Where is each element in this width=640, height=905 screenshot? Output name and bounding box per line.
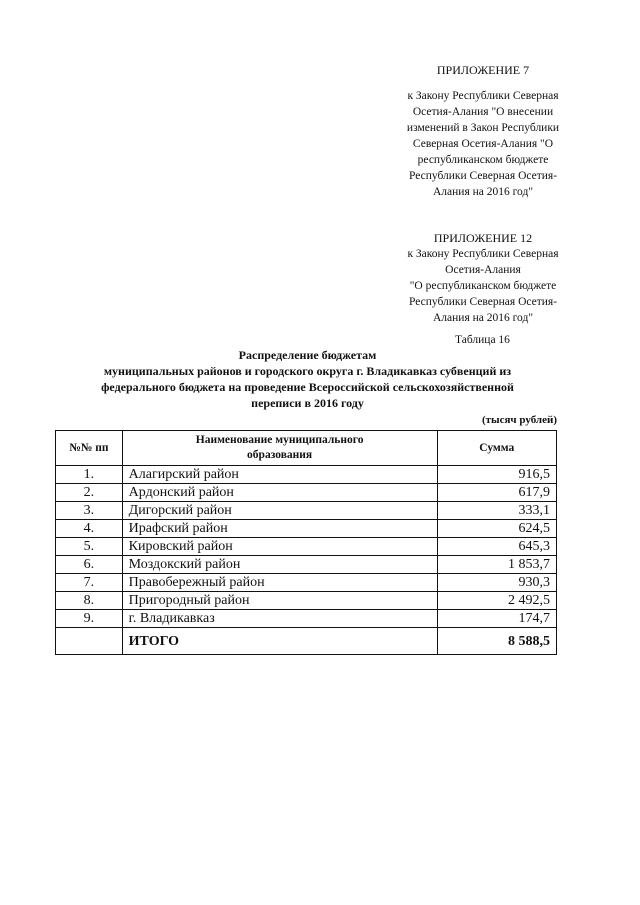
row-num: 9.: [56, 610, 123, 628]
document-heading: [60, 347, 555, 411]
row-sum: 617,9: [437, 484, 556, 502]
row-sum: 1 853,7: [437, 556, 556, 574]
appendix-7-line: Осетия-Алания "О внесении: [412, 106, 554, 118]
subsidy-table: [55, 430, 557, 655]
row-name: Правобережный район: [122, 574, 437, 592]
row-sum: 624,5: [437, 520, 556, 538]
table-row: [56, 538, 557, 556]
appendix-7-title: ПРИЛОЖЕНИЕ 7: [436, 63, 530, 77]
appendix-12-line: Республики Северная Осетия-: [408, 296, 558, 308]
table-row: [56, 610, 557, 628]
total-row: [56, 628, 557, 655]
total-sum: 8 588,5: [437, 628, 556, 655]
appendix-7-block: [388, 62, 578, 200]
header-num: №№ пп: [56, 431, 123, 466]
appendix-7-line: Северная Осетия-Алания "О: [412, 138, 554, 150]
row-name: Пригородный район: [122, 592, 437, 610]
header-sum: Сумма: [437, 431, 556, 466]
appendix-12-line: Осетия-Алания: [445, 264, 521, 276]
row-name: Кировский район: [122, 538, 437, 556]
row-num: 6.: [56, 556, 123, 574]
row-num: 2.: [56, 484, 123, 502]
row-num: 5.: [56, 538, 123, 556]
header-name-line: Наименование муниципального: [195, 434, 364, 446]
appendix-12-title: ПРИЛОЖЕНИЕ 12: [433, 231, 533, 245]
appendix-12-line: к Закону Республики Северная: [407, 248, 559, 260]
appendix-7-line: Алания на 2016 год": [432, 186, 534, 198]
appendix-7-line: изменений в Закон Республики: [406, 122, 560, 134]
appendix-12-line: Алания на 2016 год": [432, 312, 534, 324]
units-label: (тысяч рублей): [481, 414, 557, 426]
total-label: ИТОГО: [122, 628, 437, 655]
row-num: 8.: [56, 592, 123, 610]
row-num: 3.: [56, 502, 123, 520]
table-row: [56, 592, 557, 610]
appendix-7-line: Республики Северная Осетия-: [408, 170, 558, 182]
row-name: Дигорский район: [122, 502, 437, 520]
row-num: 1.: [56, 466, 123, 484]
table-row: [56, 466, 557, 484]
row-sum: 916,5: [437, 466, 556, 484]
table-header-row: [56, 431, 557, 466]
row-sum: 645,3: [437, 538, 556, 556]
row-num: 7.: [56, 574, 123, 592]
header-name: [122, 431, 437, 466]
row-sum: 333,1: [437, 502, 556, 520]
table-label: Таблица 16: [455, 334, 510, 346]
table-row: [56, 574, 557, 592]
table-row: [56, 484, 557, 502]
row-name: Ирафский район: [122, 520, 437, 538]
table-row: [56, 502, 557, 520]
row-sum: 930,3: [437, 574, 556, 592]
row-name: Алагирский район: [122, 466, 437, 484]
total-num-empty: [56, 628, 123, 655]
heading-line: федерального бюджета на проведение Всероссийской сельскохозяйственной: [101, 380, 514, 394]
row-num: 4.: [56, 520, 123, 538]
appendix-7-line: к Закону Республики Северная: [407, 90, 559, 102]
heading-line: переписи в 2016 году: [251, 396, 364, 410]
heading-line: Распределение бюджетам: [238, 348, 377, 362]
header-name-line: образования: [247, 449, 313, 461]
appendix-12-line: "О республиканском бюджете: [409, 280, 557, 292]
row-sum: 174,7: [437, 610, 556, 628]
row-name: Моздокский район: [122, 556, 437, 574]
row-name: г. Владикавказ: [122, 610, 437, 628]
appendix-12-block: [388, 230, 578, 326]
table-row: [56, 556, 557, 574]
row-name: Ардонский район: [122, 484, 437, 502]
row-sum: 2 492,5: [437, 592, 556, 610]
heading-line: муниципальных районов и городского округа г. Владикавказ субвенций из: [103, 364, 512, 378]
table-row: [56, 520, 557, 538]
appendix-7-line: республиканском бюджете: [417, 154, 549, 166]
